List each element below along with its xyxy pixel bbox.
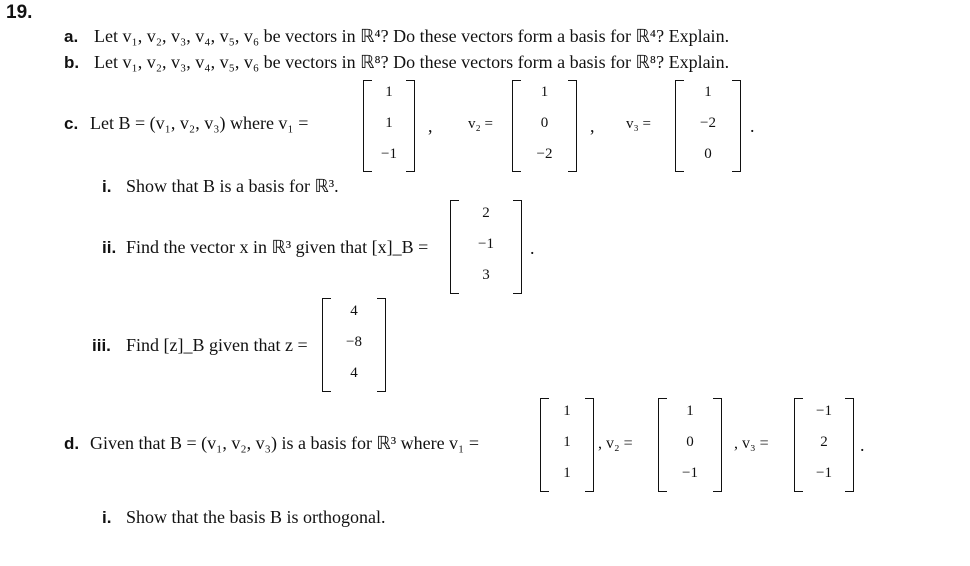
part-d-period: .: [860, 435, 865, 455]
part-c-ii-text: Find the vector x in ℝ³ given that [x]_B =: [126, 237, 429, 257]
matrix-entry: 1: [704, 84, 712, 100]
part-d-i-label: i.: [102, 508, 112, 527]
matrix-entry: 4: [350, 303, 358, 319]
part-d-v2-label: , v₂ =: [598, 435, 633, 452]
matrix-entry: −1: [478, 236, 494, 252]
part-c-v1-matrix: [363, 80, 415, 172]
part-c-lead: Let B = (v₁, v₂, v₃) where v₁ =: [90, 113, 309, 133]
matrix-entry: −1: [816, 403, 832, 419]
part-c-ii-label: ii.: [102, 238, 117, 257]
matrix-entry: 0: [540, 115, 549, 131]
part-a-label: a.: [64, 27, 79, 46]
matrix-entry: 1: [563, 465, 571, 481]
matrix-entry: 3: [482, 267, 490, 283]
part-d-v1-matrix: [540, 398, 594, 492]
problem-number: 19.: [6, 2, 33, 23]
matrix-entry: 1: [385, 84, 393, 100]
matrix-entry: −2: [700, 115, 716, 131]
part-c-v3-matrix: [675, 80, 741, 172]
matrix-entry: 0: [704, 146, 712, 162]
part-c-i-label: i.: [102, 177, 112, 196]
part-d-v2-matrix: [658, 398, 722, 492]
matrix-entry: −8: [346, 334, 362, 350]
part-b-text: Let v₁, v₂, v₃, v₄, v₅, v₆ be vectors in ℝ⁸? Do these vectors form a basis for ℝ⁸? Explain.: [94, 52, 730, 72]
part-c-i-text: Show that B is a basis for ℝ³.: [126, 176, 339, 196]
part-c-label: c.: [64, 114, 79, 133]
part-c-iii-vector: [322, 298, 386, 392]
part-d-v3-matrix: [794, 398, 854, 492]
part-d-lead: Given that B = (v₁, v₂, v₃) is a basis for ℝ³ where v₁ =: [90, 433, 479, 453]
part-c-comma: ,: [428, 116, 433, 136]
matrix-entry: 1: [540, 84, 549, 100]
matrix-entry: 1: [563, 434, 571, 450]
part-d-i-text: Show that the basis B is orthogonal.: [126, 507, 386, 527]
matrix-entry: 2: [820, 434, 828, 450]
matrix-entry: −1: [816, 465, 832, 481]
part-b-label: b.: [64, 53, 80, 72]
matrix-entry: 1: [686, 403, 694, 419]
part-d-label: d.: [64, 434, 80, 453]
part-c-ii-period: .: [530, 238, 535, 258]
part-c-iii-text: Find [z]_B given that z =: [126, 335, 308, 355]
part-c-comma: ,: [590, 116, 595, 136]
matrix-entry: 0: [686, 434, 694, 450]
matrix-entry: 1: [563, 403, 571, 419]
matrix-entry: 1: [385, 115, 393, 131]
matrix-entry: −1: [381, 146, 397, 162]
matrix-entry: 2: [482, 205, 490, 221]
part-c-ii-vector: [450, 200, 522, 294]
part-c-v3-label: v₃ =: [626, 116, 651, 132]
matrix-entry: −2: [536, 146, 553, 162]
part-c-iii-label: iii.: [92, 336, 111, 355]
part-c-v2-label: v₂ =: [468, 116, 493, 132]
part-a-text: Let v₁, v₂, v₃, v₄, v₅, v₆ be vectors in ℝ⁴? Do these vectors form a basis for ℝ⁴? Explain.: [94, 26, 730, 46]
part-c-v2-matrix: [512, 80, 577, 172]
matrix-entry: 4: [350, 365, 358, 381]
part-d-v3-label: , v₃ =: [734, 435, 769, 452]
matrix-entry: −1: [682, 465, 698, 481]
part-c-period: .: [750, 116, 755, 136]
